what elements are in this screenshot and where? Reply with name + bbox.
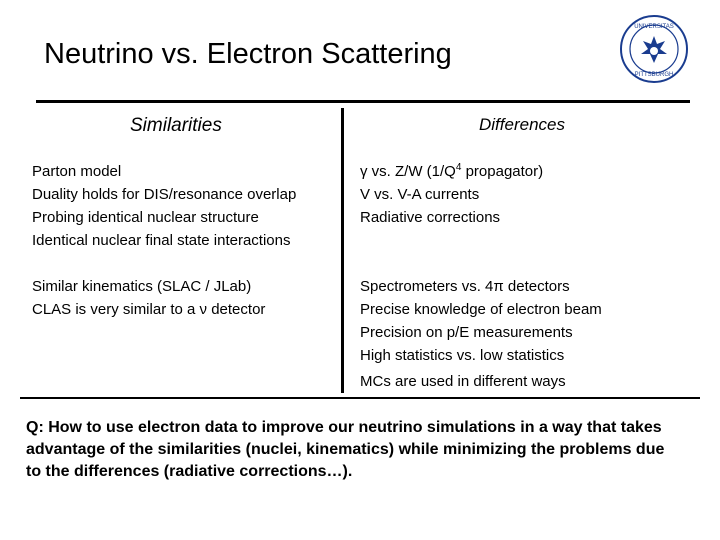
svg-text:UNIVERSITAS: UNIVERSITAS bbox=[634, 24, 674, 30]
list-item: Precision on p/E measurements bbox=[360, 324, 573, 341]
list-item: Probing identical nuclear structure bbox=[32, 209, 259, 226]
similarities-heading: Similarities bbox=[130, 115, 222, 136]
question-divider bbox=[20, 397, 700, 399]
list-item: Identical nuclear final state interactions bbox=[32, 232, 291, 249]
question-line: to the differences (radiative corrections…). bbox=[26, 463, 353, 480]
column-divider bbox=[341, 108, 344, 393]
similarities-list-1 bbox=[32, 160, 296, 252]
list-item: MCs are used in different ways bbox=[360, 373, 566, 390]
list-item: High statistics vs. low statistics bbox=[360, 347, 565, 364]
differences-list-2 bbox=[360, 275, 602, 367]
propagator-exponent: 4 bbox=[455, 162, 462, 173]
title-divider bbox=[36, 100, 690, 103]
university-seal-logo bbox=[619, 14, 689, 84]
list-item: Spectrometers vs. 4π detectors bbox=[360, 278, 570, 295]
list-item bbox=[360, 160, 543, 183]
list-item: Parton model bbox=[32, 163, 122, 180]
differences-heading: Differences bbox=[479, 115, 565, 134]
list-item: Duality holds for DIS/resonance overlap bbox=[32, 186, 297, 203]
svg-text:PITTSBURGH: PITTSBURGH bbox=[634, 72, 674, 78]
list-item: CLAS is very similar to a ν detector bbox=[32, 301, 266, 318]
slide-title: Neutrino vs. Electron Scattering bbox=[44, 38, 452, 70]
question-text bbox=[26, 417, 706, 483]
propagator-text-post: propagator) bbox=[461, 163, 544, 180]
list-item: Similar kinematics (SLAC / JLab) bbox=[32, 278, 252, 295]
differences-list-3 bbox=[360, 370, 566, 393]
question-line: Q: How to use electron data to improve our neutrino simulations in a way that takes bbox=[26, 419, 662, 436]
similarities-list-2 bbox=[32, 275, 265, 321]
list-item: V vs. V-A currents bbox=[360, 186, 480, 203]
list-item: Radiative corrections bbox=[360, 209, 501, 226]
differences-list-1 bbox=[360, 160, 543, 229]
propagator-text-pre: γ vs. Z/W (1/Q bbox=[360, 163, 456, 180]
list-item: Precise knowledge of electron beam bbox=[360, 301, 602, 318]
question-line: advantage of the similarities (nuclei, kinematics) while minimizing the problems due bbox=[26, 441, 665, 458]
